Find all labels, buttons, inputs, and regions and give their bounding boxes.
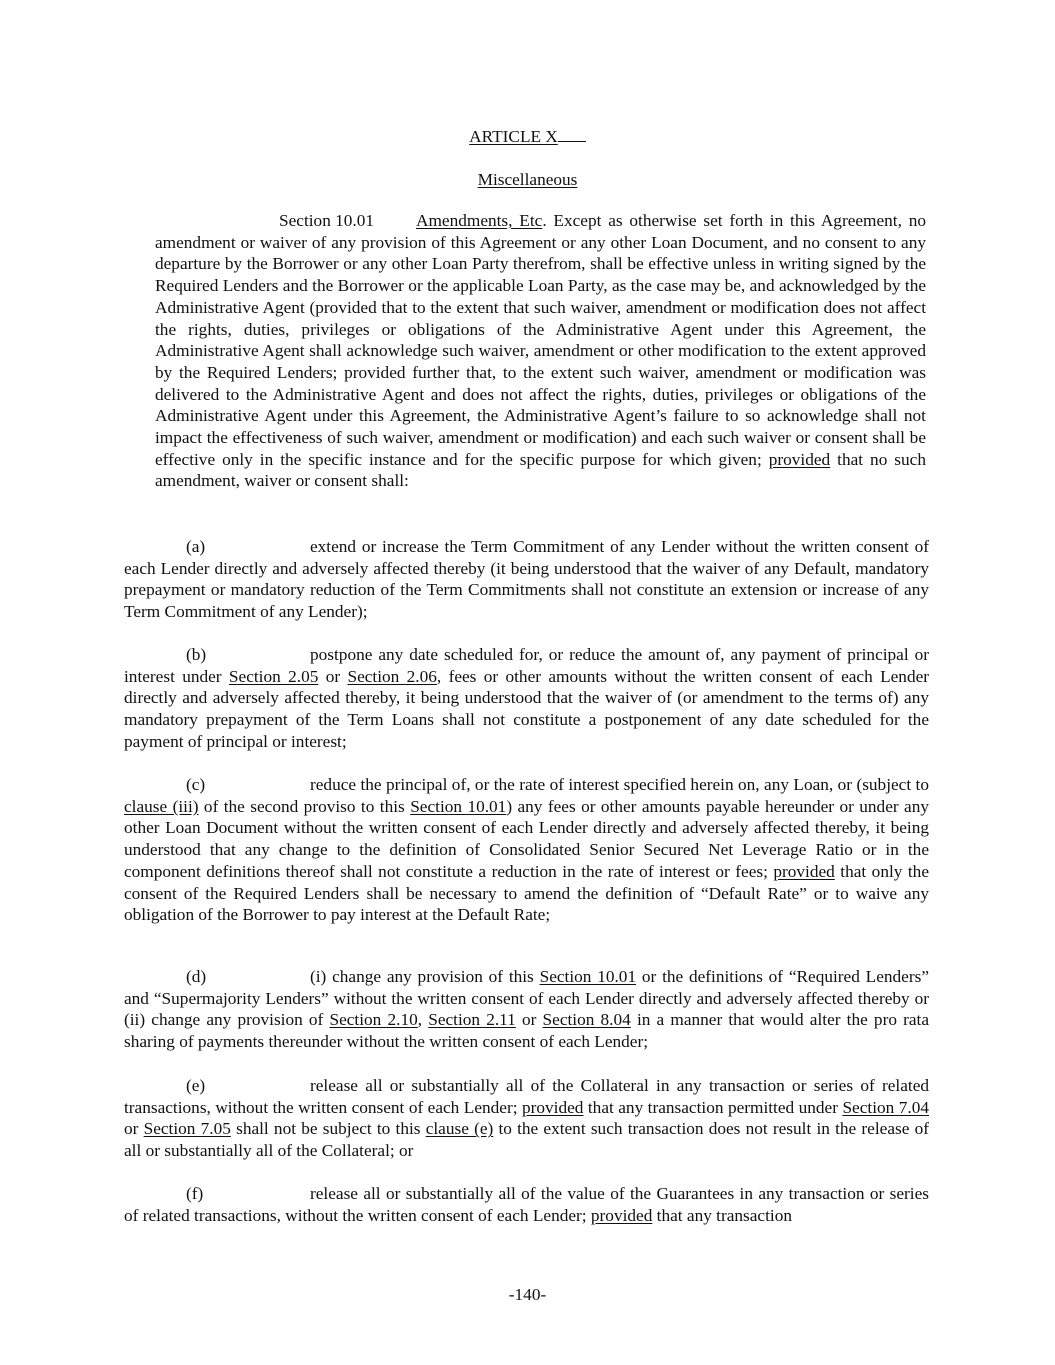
clause-label: (e) bbox=[186, 1076, 206, 1095]
section-reference: Section 2.10 bbox=[329, 1010, 418, 1030]
section-10-01-paragraph: Section 10.01 Amendments, Etc. Except as otherwise set forth in this Agreement, no amendment or waiver of any provision of this Agreement or any other Loan Document, and no consent to any departure by the Borrower or any other Loan Party therefrom, shall be effective unless in writing signed by the Required Lenders and the Borrower or the applicable Loan Party, as the case may be, and acknowledged by the Administrative Agent (provided that to the extent that such waiver, amendment or modification does not affect the rights, duties, privileges or obligations of the Administrative Agent under this Agreement, the Administrative Agent shall acknowledge such waiver, amendment or other modification to the extent approved by the Required Lenders; provided further that, to the extent such waiver, amendment or modification was delivered to the Administrative Agent and does not affect the rights, duties, privileges or obligations of the Administrative Agent under this Agreement, the Administrative Agent’s failure to so acknowledge shall not impact the effectiveness of such waiver, amendment or modification) and each such waiver or consent shall be effective only in the specific instance and for the specific purpose for which given; provided that no such amendment, waiver or consent shall: bbox=[155, 211, 926, 491]
clause-reference: clause (iii) bbox=[124, 796, 199, 816]
section-reference: Section 10.01 bbox=[539, 967, 637, 986]
clause-e: (e) release all or substantially all of the Collateral in any transaction or series of related transactions, without the written consent of each Lender; provided that any transaction permitted under Section 7.04 or Section 7.05 shall not be subject to this clause (e) to the extent such transaction does not result in the release of all or substantially all of the Collateral; or bbox=[124, 1076, 929, 1161]
clause-reference: clause (e) bbox=[425, 1119, 494, 1139]
clause-c: (c) reduce the principal of, or the rate of interest specified herein on, any Loan, or (subject to clause (iii) of the second proviso to this Section 10.01) any fees or other amounts payable hereunder or under any other Loan Document without the written consent of each Lender directly and adversely affected thereby, it being understood that any change to the definition of Consolidated Senior Secured Net Leverage Ratio or in the component definitions thereof shall not constitute a reduction in the rate of interest or fees; provided that only the consent of the Required Lenders shall be necessary to amend the definition of “Default Rate” or to waive any obligation of the Borrower to pay interest at the Default Rate; bbox=[124, 775, 929, 925]
clause-label: (a) bbox=[186, 537, 206, 556]
article-title: Miscellaneous bbox=[477, 170, 578, 189]
clause-label: (d) bbox=[186, 967, 207, 986]
section-number: Section 10.01 bbox=[279, 211, 375, 230]
section-reference: Section 2.05 bbox=[228, 666, 319, 686]
section-reference: Section 2.11 bbox=[428, 1010, 516, 1030]
section-title: Amendments, Etc bbox=[416, 211, 543, 230]
clause-d: (d) (i) change any provision of this Section 10.01 or the definitions of “Required Lenders” and “Supermajority Lenders” without the written consent of each Lender directly and adversely affected thereby or (ii) change any provision of Section 2.10, Section 2.11 or Section 8.04 in a manner that would alter the pro rata sharing of payments thereunder without the written consent of each Lender; bbox=[124, 967, 930, 1052]
article-heading: ARTICLE X bbox=[0, 125, 1055, 148]
clause-label: (f) bbox=[186, 1184, 204, 1203]
section-reference: Section 10.01 bbox=[410, 796, 507, 816]
clause-label: (b) bbox=[186, 645, 207, 664]
section-reference: Section 7.04 bbox=[842, 1097, 929, 1117]
clause-b: (b) postpone any date scheduled for, or reduce the amount of, any payment of principal or interest under Section 2.05 or Section 2.06, fees or other amounts without the written consent of each Lender directly and adversely affected thereby, it being understood that the waiver of (or amendment to the terms of) any mandatory prepayment of the Term Loans shall not constitute a postponement of any date scheduled for the payment of principal or interest; bbox=[124, 645, 930, 751]
section-reference: Section 7.05 bbox=[143, 1119, 231, 1139]
page-number: -140- bbox=[508, 1285, 547, 1304]
clause-a: (a) extend or increase the Term Commitment of any Lender without the written consent of each Lender directly and adversely affected thereby (it being understood that the waiver of any Default, mandatory prepayment or mandatory reduction of the Term Commitments shall not constitute an extension or increase of any Term Commitment of any Lender); bbox=[124, 537, 929, 622]
section-reference: Section 2.06 bbox=[347, 666, 437, 686]
clause-f: (f) release all or substantially all of the value of the Guarantees in any transaction or series of related transactions, without the written consent of each Lender; provided that any transaction bbox=[124, 1184, 929, 1225]
section-reference: Section 8.04 bbox=[542, 1010, 631, 1030]
clause-label: (c) bbox=[186, 775, 206, 794]
